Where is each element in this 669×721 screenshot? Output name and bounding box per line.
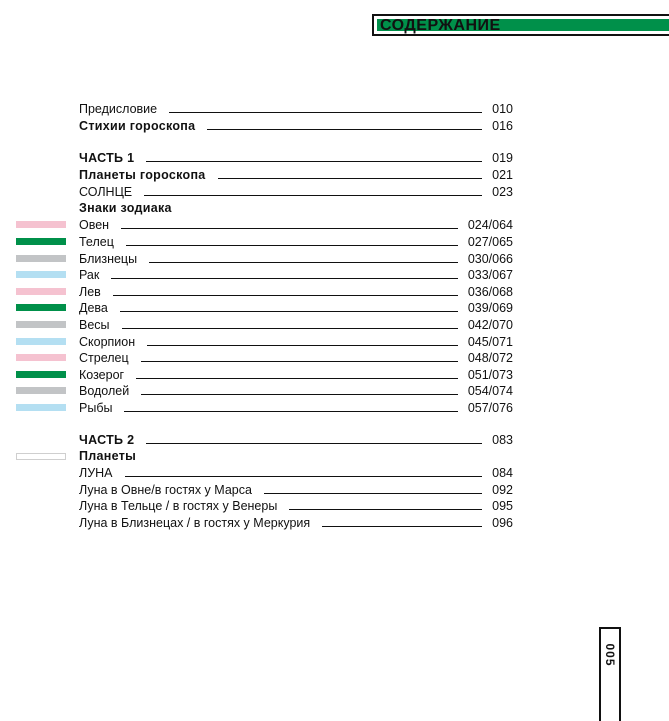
toc-entry-page: 010	[492, 102, 513, 116]
dot-leader	[141, 361, 458, 362]
swatch-sagittarius	[16, 354, 66, 361]
toc-entry-label: Луна в Овне/в гостях у Марса	[79, 483, 252, 497]
dot-leader	[141, 394, 458, 395]
toc-entry-page: 033/067	[467, 268, 513, 282]
toc-entry-moon-taurus	[79, 498, 513, 514]
toc-entry-moon	[79, 465, 513, 481]
toc-entry-aquarius	[79, 383, 513, 399]
toc-entry-aries	[79, 217, 513, 233]
dot-leader	[122, 328, 458, 329]
swatch-taurus	[16, 238, 66, 245]
toc-entry-page: 021	[492, 168, 513, 182]
dot-leader	[169, 112, 482, 113]
dot-leader	[147, 345, 458, 346]
toc-entry-part2	[79, 432, 513, 448]
toc-entry-page: 045/071	[467, 335, 513, 349]
toc-entry-label: ЧАСТЬ 2	[79, 433, 135, 447]
toc-entry-label: Лев	[79, 285, 101, 299]
toc-entry-label: Луна в Тельце / в гостях у Венеры	[79, 499, 278, 513]
toc-entry-page: 024/064	[467, 218, 513, 232]
dot-leader	[146, 443, 482, 444]
dot-leader	[149, 262, 458, 263]
dot-leader	[264, 493, 482, 494]
toc-heading-label: Планеты	[79, 449, 137, 463]
page-number: 005	[603, 643, 617, 667]
page-number-tab	[599, 627, 621, 721]
toc-entry-taurus	[79, 234, 513, 250]
toc-entry-page: 016	[492, 119, 513, 133]
dot-leader	[113, 295, 458, 296]
toc-entry-label: ЛУНА	[79, 466, 113, 480]
toc-entry-page: 039/069	[467, 301, 513, 315]
toc-entry-page: 054/074	[467, 384, 513, 398]
toc-entry-page: 057/076	[467, 401, 513, 415]
dot-leader	[121, 228, 458, 229]
toc-entry-scorpio	[79, 334, 513, 350]
toc-entry-sun	[79, 184, 513, 200]
toc-entry-label: Козерог	[79, 368, 125, 382]
toc-entry-label: Весы	[79, 318, 110, 332]
dot-leader	[124, 411, 457, 412]
toc-entry-leo	[79, 284, 513, 300]
toc-entry-label: Предисловие	[79, 102, 158, 116]
toc-entry-page: 023	[492, 185, 513, 199]
toc-entry-part1	[79, 150, 513, 166]
toc-entry-label: СОЛНЦЕ	[79, 185, 133, 199]
toc-heading-planets	[79, 448, 136, 464]
dot-leader	[136, 378, 458, 379]
dot-leader	[146, 161, 482, 162]
swatch-capricorn	[16, 371, 66, 378]
toc-entry-page: 083	[492, 433, 513, 447]
toc-entry-label: Близнецы	[79, 252, 138, 266]
toc-entry-capricorn	[79, 367, 513, 383]
toc-entry-gemini	[79, 251, 513, 267]
toc-entry-label: Планеты гороскопа	[79, 168, 206, 182]
toc-entry-label: Стихии гороскопа	[79, 119, 196, 133]
toc-entry-label: Рак	[79, 268, 100, 282]
swatch-scorpio	[16, 338, 66, 345]
toc-entry-label: Водолей	[79, 384, 130, 398]
toc-entry-page: 084	[492, 466, 513, 480]
swatch-aquarius	[16, 387, 66, 394]
swatch-leo	[16, 288, 66, 295]
toc-heading-label: Знаки зодиака	[79, 201, 172, 215]
toc-entry-pisces	[79, 400, 513, 416]
swatch-gemini	[16, 255, 66, 262]
toc-heading-zodiac	[79, 200, 172, 216]
toc-entry-label: Рыбы	[79, 401, 113, 415]
toc-entry-libra	[79, 317, 513, 333]
dot-leader	[322, 526, 482, 527]
swatch-virgo	[16, 304, 66, 311]
toc-entry-planets-horoscope	[79, 167, 513, 183]
toc-entry-label: ЧАСТЬ 1	[79, 151, 135, 165]
toc-entry-preface	[79, 101, 513, 117]
toc-entry-label: Луна в Близнецах / в гостях у Меркурия	[79, 516, 311, 530]
toc-entry-virgo	[79, 300, 513, 316]
toc-entry-moon-aries	[79, 482, 513, 498]
toc-entry-page: 027/065	[467, 235, 513, 249]
page-title: СОДЕРЖАНИЕ	[380, 17, 501, 34]
toc-entry-page: 042/070	[467, 318, 513, 332]
toc-entry-page: 030/066	[467, 252, 513, 266]
dot-leader	[218, 178, 483, 179]
swatch-aries	[16, 221, 66, 228]
swatch-cancer	[16, 271, 66, 278]
toc-entry-sagittarius	[79, 350, 513, 366]
toc-entry-elements	[79, 118, 513, 134]
toc-entry-page: 051/073	[467, 368, 513, 382]
toc-entry-cancer	[79, 267, 513, 283]
toc-entry-page: 036/068	[467, 285, 513, 299]
dot-leader	[289, 509, 482, 510]
contents-header	[372, 14, 669, 36]
swatch-pisces	[16, 404, 66, 411]
toc-entry-page: 092	[492, 483, 513, 497]
dot-leader	[207, 129, 482, 130]
toc-entry-label: Овен	[79, 218, 110, 232]
toc-entry-label: Скорпион	[79, 335, 136, 349]
toc-entry-label: Телец	[79, 235, 114, 249]
toc-entry-page: 096	[492, 516, 513, 530]
toc-entry-label: Стрелец	[79, 351, 129, 365]
swatch-planets	[16, 453, 66, 460]
dot-leader	[120, 311, 458, 312]
toc-entry-page: 048/072	[467, 351, 513, 365]
dot-leader	[111, 278, 457, 279]
toc-entry-page: 019	[492, 151, 513, 165]
toc-entry-page: 095	[492, 499, 513, 513]
dot-leader	[126, 245, 458, 246]
swatch-libra	[16, 321, 66, 328]
dot-leader	[125, 476, 483, 477]
toc-entry-moon-gemini	[79, 515, 513, 531]
toc-entry-label: Дева	[79, 301, 108, 315]
dot-leader	[144, 195, 482, 196]
